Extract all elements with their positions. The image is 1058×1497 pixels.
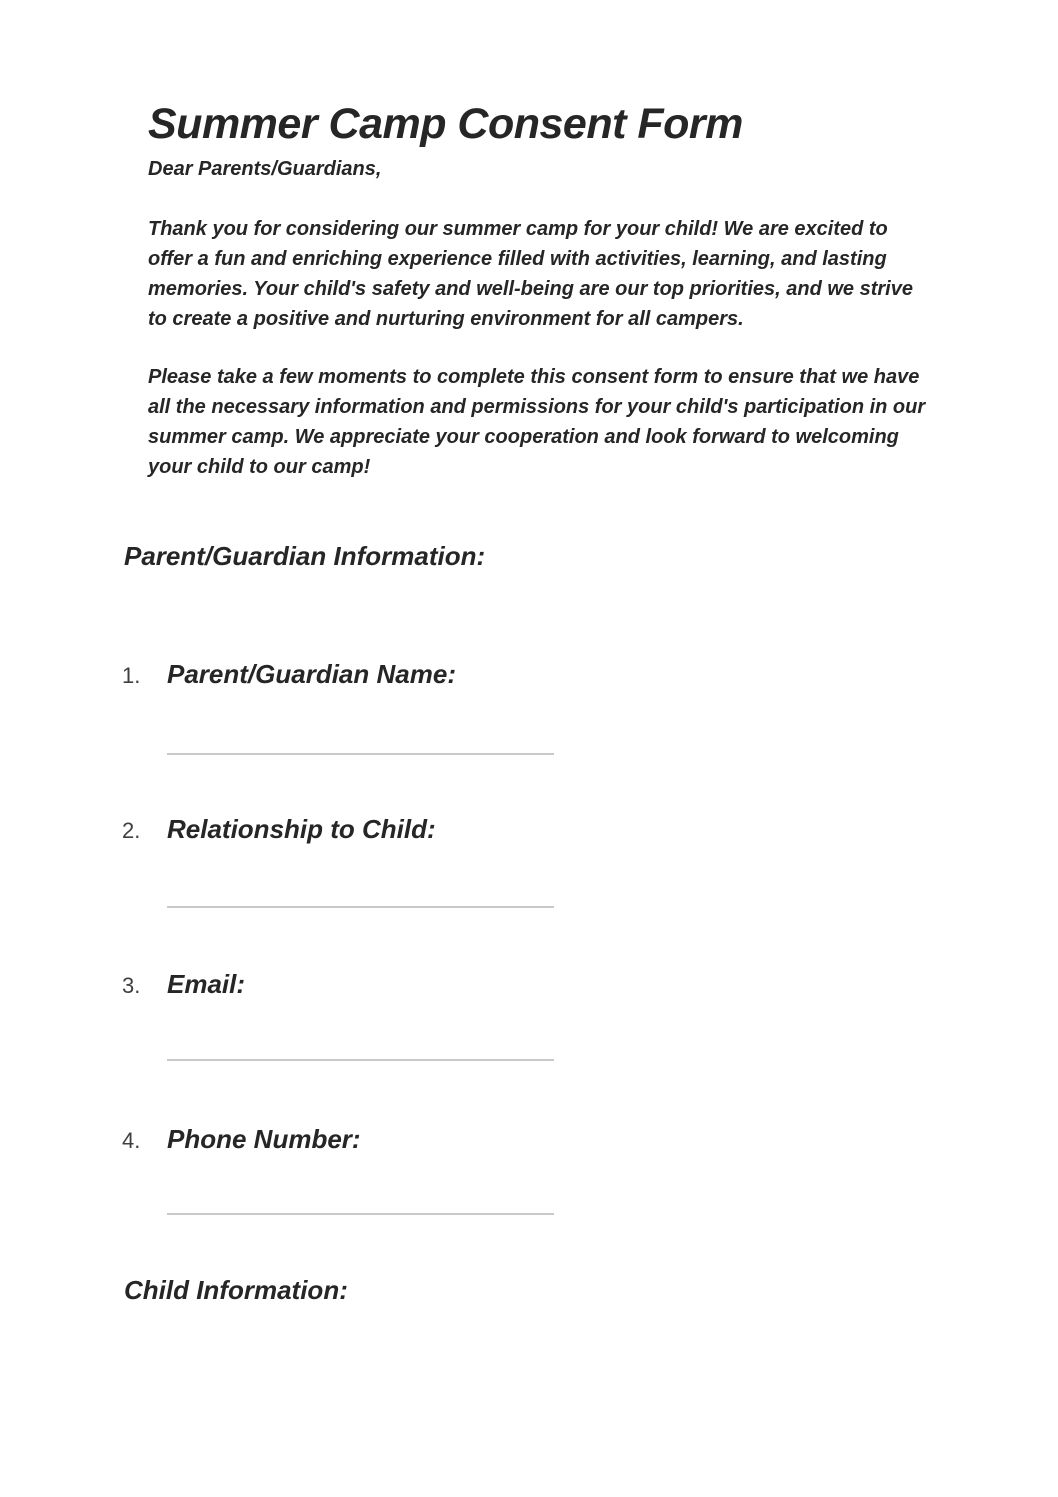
email-input[interactable] [167,1029,554,1061]
page-title: Summer Camp Consent Form [148,100,743,148]
intro-paragraph-1: Thank you for considering our summer camp for your child! We are excited to offer a fun and enriching experience filled with activities, learning, and lasting memories. Your child's safety and well-being are our top priorities, and we strive to create a positive and nurturing environment for all campers. [148,218,913,330]
field-number-1: 1. [122,663,141,688]
field-label-relationship-to-child: Relationship to Child: [167,814,436,844]
salutation-text: Dear Parents/Guardians, [148,158,382,180]
section-heading-child-info: Child Information: [124,1275,348,1305]
field-label-email: Email: [167,969,246,999]
field-label-parent-guardian-name: Parent/Guardian Name: [167,659,456,689]
relationship-to-child-input[interactable] [167,876,554,908]
field-number-4: 4. [122,1128,141,1153]
field-number-3: 3. [122,973,141,998]
field-label-phone-number: Phone Number: [167,1124,361,1154]
phone-number-input[interactable] [167,1183,554,1215]
field-number-2: 2. [122,818,141,843]
intro-paragraph-2: Please take a few moments to complete this consent form to ensure that we have all the necessary information and permissions for your child's participation in our summer camp. We appreciate your cooperation and look forward to welcoming your child to our camp! [148,366,926,478]
parent-guardian-name-input[interactable] [167,723,554,755]
section-heading-parent-info: Parent/Guardian Information: [124,541,486,571]
